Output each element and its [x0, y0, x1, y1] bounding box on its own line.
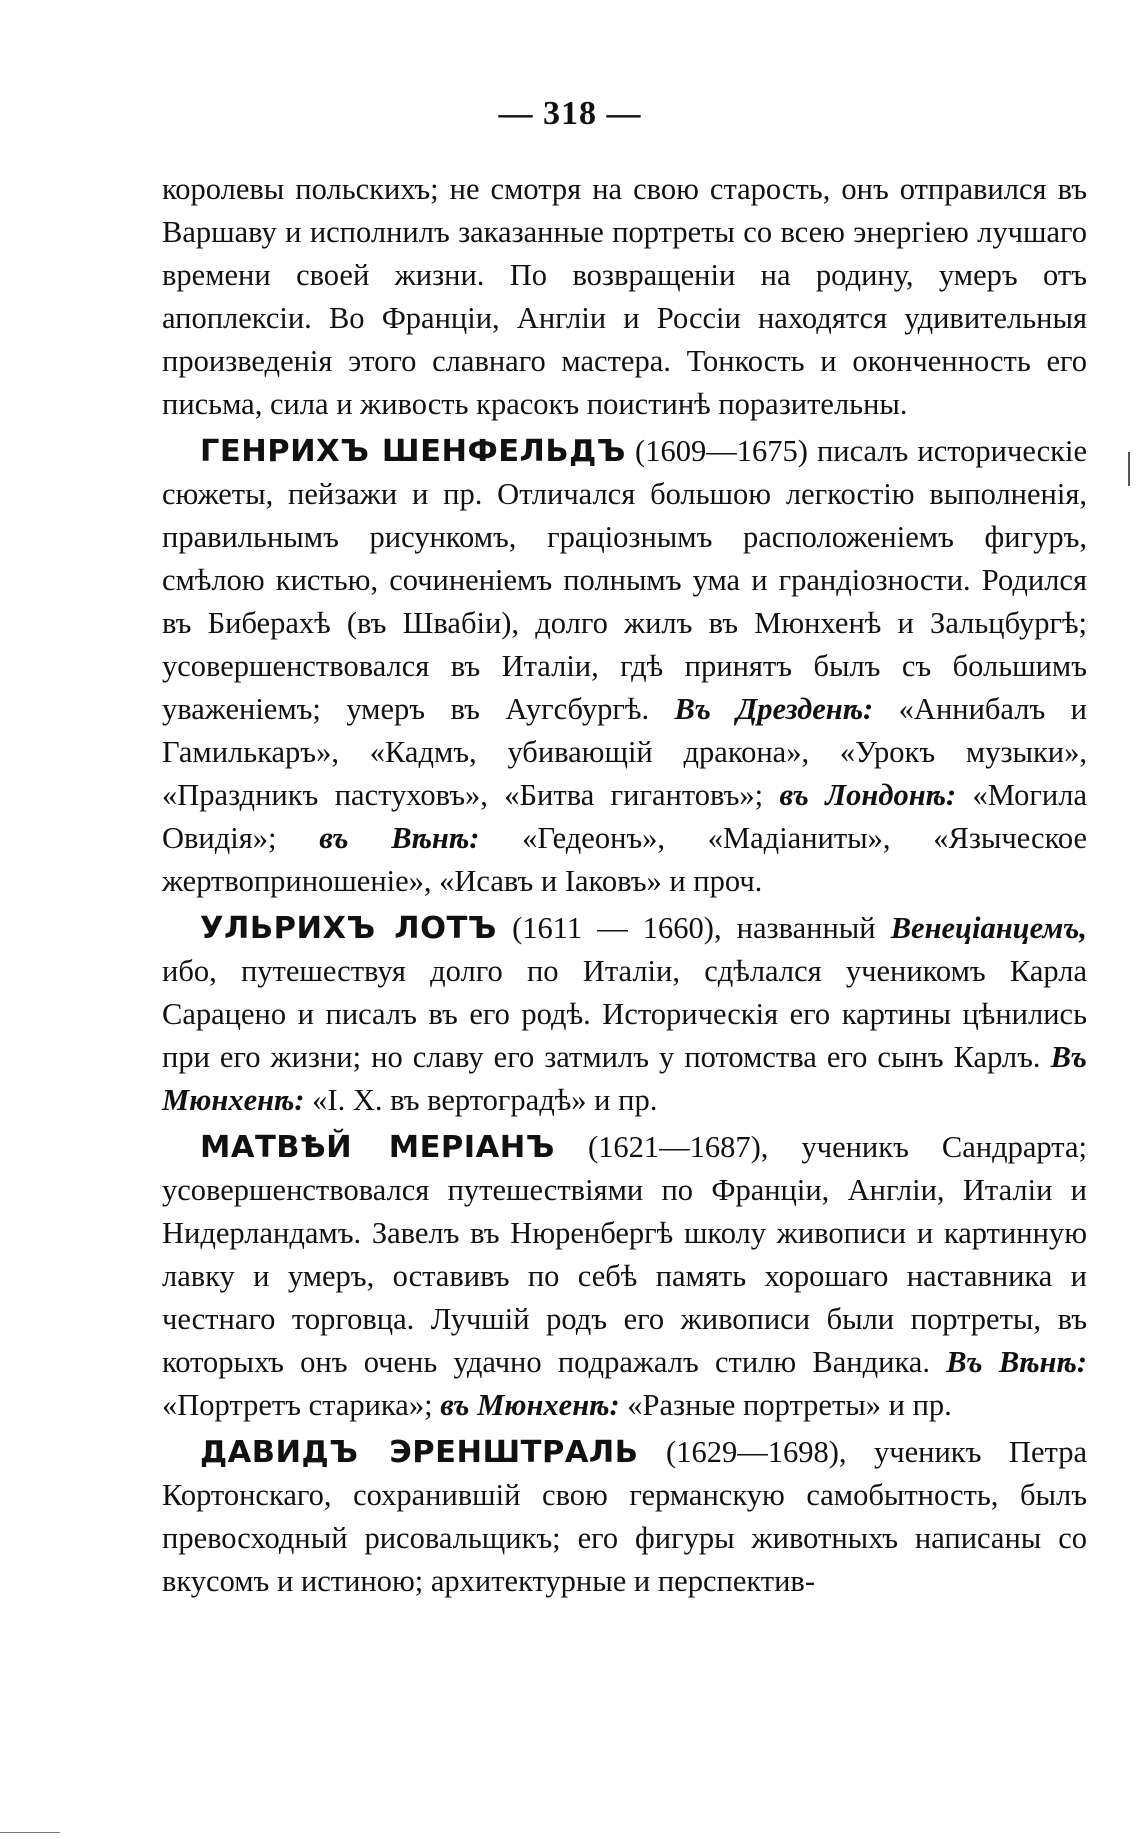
- museum-location: въ Лондонѣ:: [779, 778, 957, 812]
- paragraph-text: (1621—1687), ученикъ Сандрарта; усовершенствовался путешествіями по Франціи, Англіи, Италіи и Нидерландамъ. Завелъ въ Нюренбергѣ школу живописи и картинную лавку и умеръ, оставивъ по себѣ память хорошаго наставника и честнаго торговца. Лучшій родъ его живописи были портреты, въ которыхъ онъ очень удачно подражалъ стилю Вандика.: [162, 1130, 1087, 1379]
- artist-epithet: Венеціанцемъ,: [890, 911, 1087, 945]
- artist-name: ГЕНРИХЪ ШЕНФЕЛЬДЪ: [200, 434, 626, 469]
- museum-location: Въ Вѣнѣ:: [946, 1345, 1087, 1379]
- paragraph-text: «Портретъ старика»;: [162, 1388, 441, 1422]
- paragraph-continuation: королевы польскихъ; не смотря на свою старость, онъ отправился въ Варшаву и исполнилъ заказанные портреты со всею энергіею лучшаго времени своей жизни. По возвращеніи на родину, умеръ отъ апоплексіи. Во Франціи, Англіи и Россіи находятся удивительныя произведенія этого славнаго мастера. Тонкость и оконченность его письма, сила и живость красокъ поистинѣ поразительны.: [162, 172, 1087, 421]
- artist-name: ДАВИДЪ ЭРЕНШТРАЛЬ: [200, 1435, 639, 1470]
- paragraph-loth: [162, 907, 1087, 1122]
- paragraph-text: (1609—1675) писалъ историческіе сюжеты, пейзажи и пр. Отличался большою легкостію выполненія, правильнымъ рисункомъ, граціознымъ расположеніемъ фигуръ, смѣлою кистью, сочиненіемъ полнымъ ума и грандіозности. Родился въ Биберахѣ (въ Швабіи), долго жилъ въ Мюнхенѣ и Зальцбургѣ; усовершенствовался въ Италіи, гдѣ принятъ былъ съ большимъ уваженіемъ; умеръ въ Аугсбургѣ.: [162, 434, 1087, 726]
- paragraph-text: ибо, путешествуя долго по Италіи, сдѣлался ученикомъ Карла Сараценo и писалъ въ его родѣ. Историческія его картины цѣнились при его жизни; но славу его затмилъ у потомства его сынъ Карлъ.: [162, 954, 1087, 1074]
- paragraph-text: «І. X. въ вертоградѣ» и пр.: [304, 1083, 658, 1117]
- paragraph-text: «Могила Овидія»;: [162, 778, 1087, 855]
- museum-location: Въ Мюнхенѣ:: [162, 1040, 1087, 1117]
- margin-rule: [1128, 452, 1130, 486]
- museum-location: въ Мюнхенѣ:: [440, 1388, 620, 1422]
- paragraph-text: «Разные портреты» и пр.: [619, 1388, 952, 1422]
- paragraph-ehrenstrahl: [162, 1431, 1087, 1603]
- paragraph-schoenfeld: [162, 430, 1087, 903]
- museum-location: въ Вѣнѣ:: [319, 821, 480, 855]
- museum-location: Въ Дрезденѣ:: [674, 692, 874, 726]
- artist-name: МАТВѢЙ МЕРІАНЪ: [200, 1130, 555, 1165]
- paragraph-text: «Гедеонъ», «Мадіаниты», «Языческое жертвоприношеніе», «Исавъ и Іаковъ» и проч.: [162, 821, 1087, 898]
- paragraph-text: (1629—1698), ученикъ Петра Кортонскаго, сохранившій свою германскую самобытность, былъ превосходный рисовальщикъ; его фигуры животныхъ написаны со вкусомъ и истиною; архитектурные и перспектив-: [162, 1435, 1087, 1598]
- artist-name: УЛЬРИХЪ ЛОТЪ: [200, 911, 497, 946]
- page-text: [162, 168, 1087, 1603]
- paragraph-text: (1611 — 1660), названный: [496, 911, 891, 945]
- paragraph-merian: [162, 1126, 1087, 1427]
- paragraph-text: «Аннибалъ и Гамилькаръ», «Кадмъ, убивающій дракона», «Урокъ музыки», «Праздникъ пастуховъ», «Битва гигантовъ»;: [162, 692, 1087, 812]
- page-number: — 318 —: [498, 95, 642, 132]
- scan-edge-mark: [0, 1832, 60, 1833]
